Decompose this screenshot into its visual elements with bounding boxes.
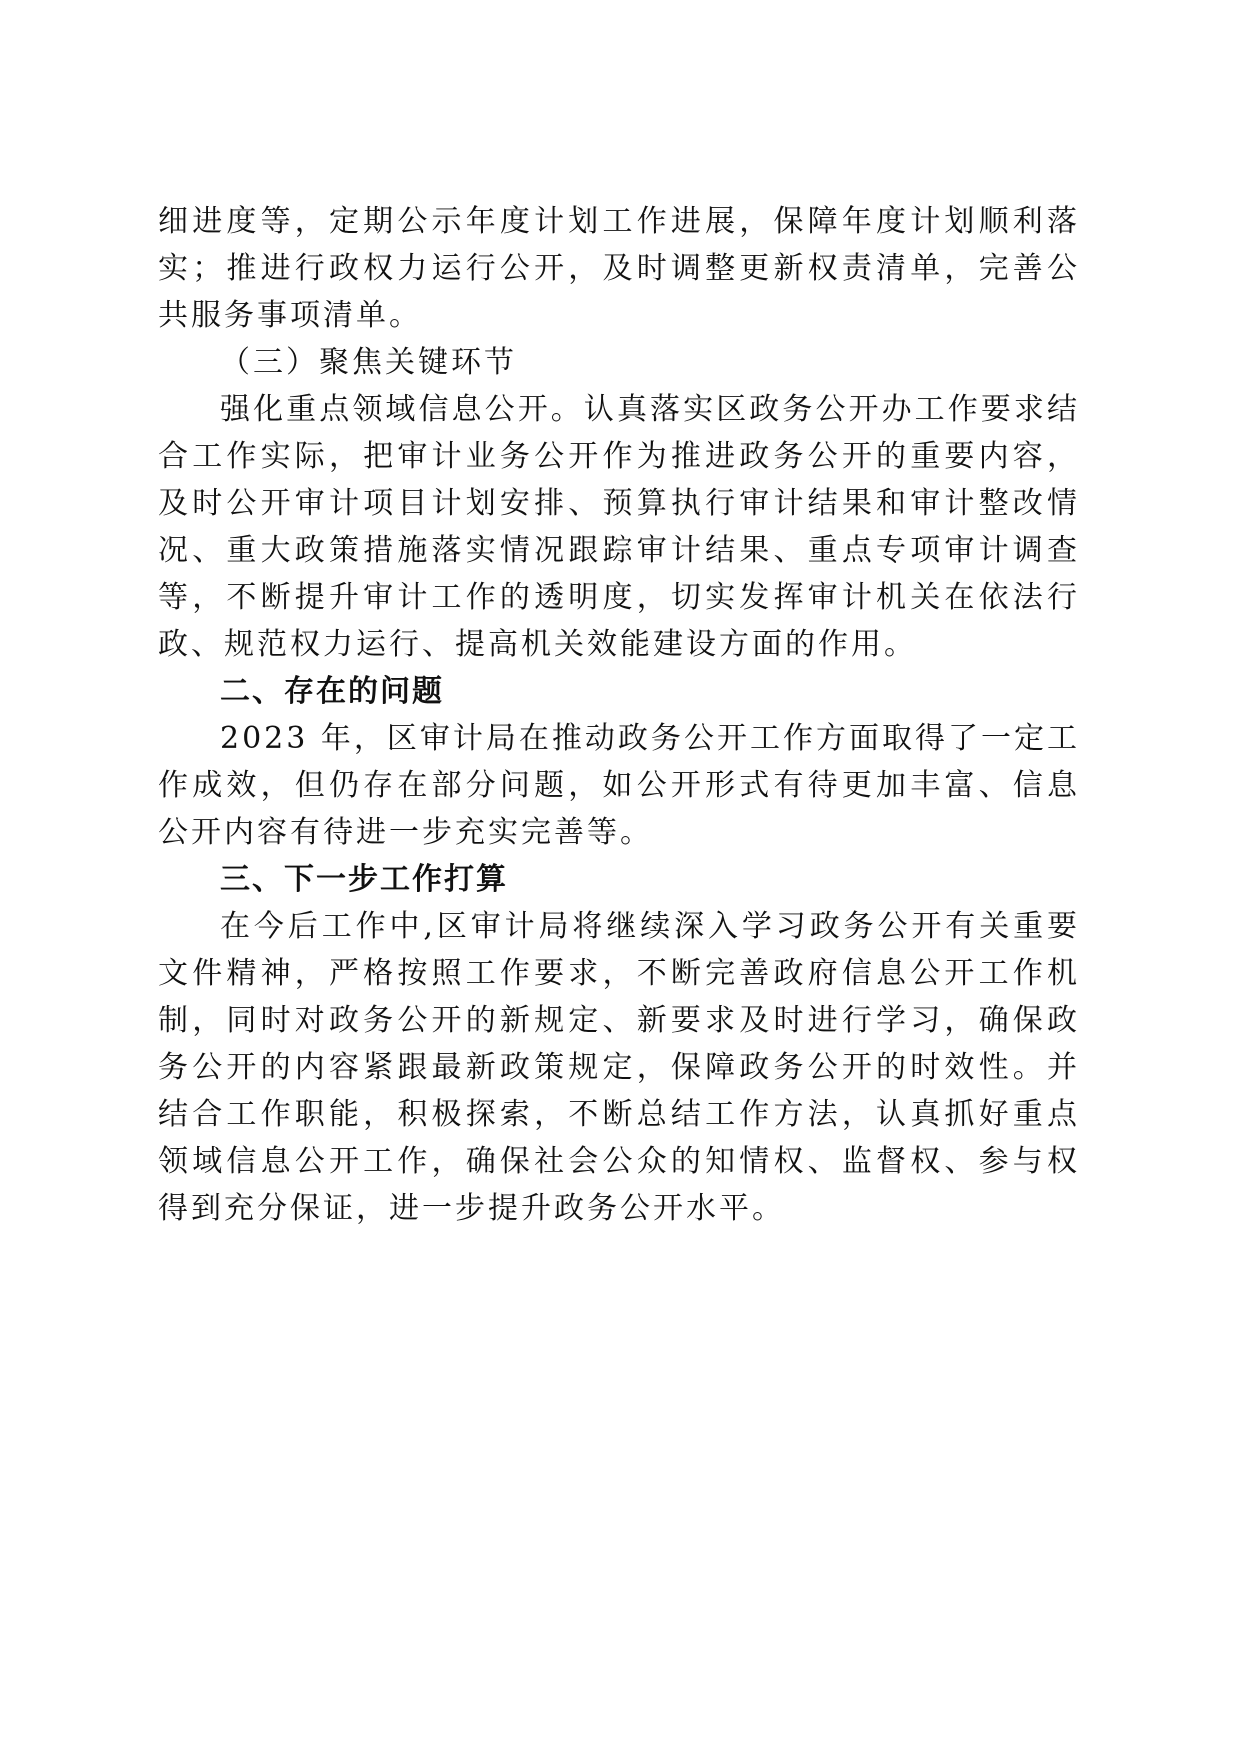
paragraph-key-info-disclosure: 强化重点领域信息公开。认真落实区政务公开办工作要求结合工作实际，把审计业务公开作为推进政务公开的重要内容，及时公开审计项目计划安排、预算执行审计结果和审计整改情况、重大政策措施落实情况跟踪审计结果、重点专项审计调查等，不断提升审计工作的透明度，切实发挥审计机关在依法行政、规范权力运行、提高机关效能建设方面的作用。 — [158, 392, 1080, 662]
paragraph-continued: 细进度等，定期公示年度计划工作进展，保障年度计划顺利落实；推进行政权力运行公开，及时调整更新权责清单，完善公共服务事项清单。 — [158, 204, 1080, 333]
subheading-key-links: （三）聚焦关键环节 — [220, 345, 517, 380]
paragraph-problems: 2023 年，区审计局在推动政务公开工作方面取得了一定工作成效，但仍存在部分问题，如公开形式有待更加丰富、信息公开内容有待进一步充实完善等。 — [158, 721, 1080, 850]
heading-existing-problems: 二、存在的问题 — [220, 674, 444, 709]
document-body — [158, 198, 1080, 1232]
paragraph-next-steps: 在今后工作中,区审计局将继续深入学习政务公开有关重要文件精神，严格按照工作要求，不断完善政府信息公开工作机制，同时对政务公开的新规定、新要求及时进行学习，确保政务公开的内容紧跟最新政策规定，保障政务公开的时效性。并结合工作职能，积极探索，不断总结工作方法，认真抓好重点领域信息公开工作，确保社会公众的知情权、监督权、参与权得到充分保证，进一步提升政务公开水平。 — [158, 909, 1080, 1226]
heading-next-steps: 三、下一步工作打算 — [220, 862, 508, 897]
